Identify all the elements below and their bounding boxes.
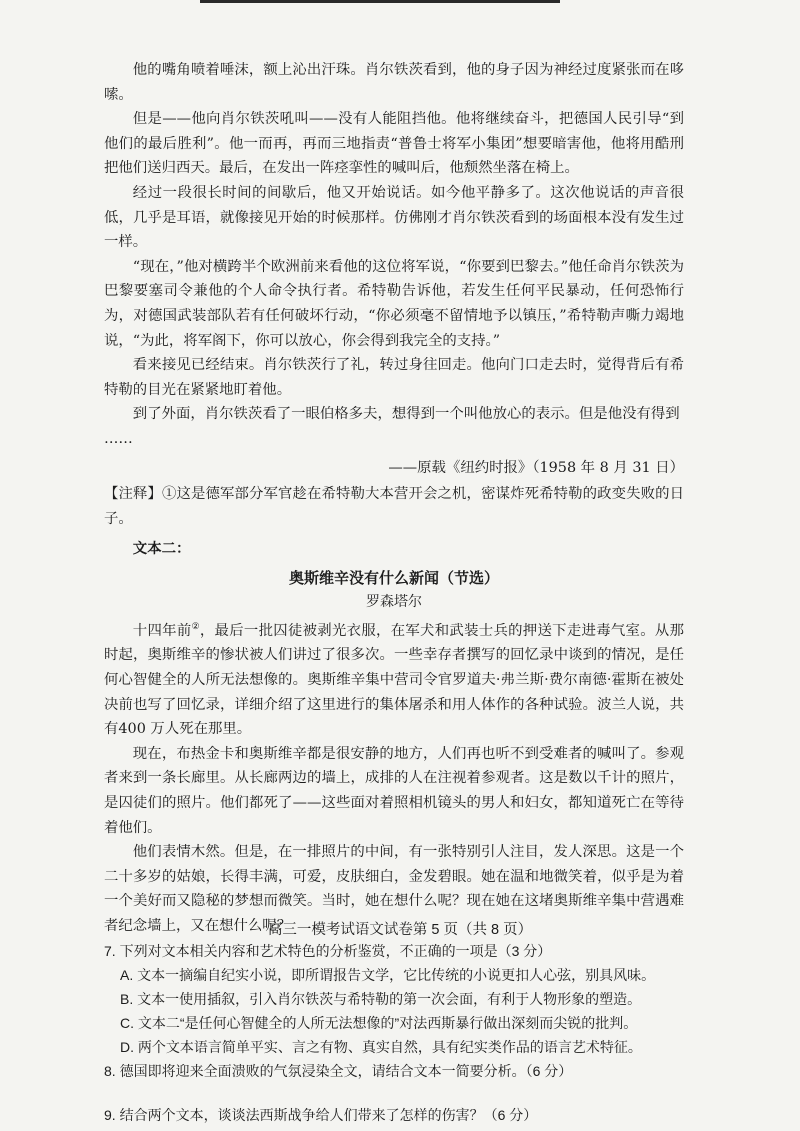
question-9: 9. 结合两个文本，谈谈法西斯战争给人们带来了怎样的伤害？（6 分） (104, 1106, 538, 1123)
text1-paragraph-2: 但是——他向肖尔铁茨吼叫——没有人能阻挡他。他将继续奋斗，把德国人民引导“到他们的最后胜利”。他一而再，再而三地指责“普鲁士将军小集团”想要暗害他，他将用酷刑把他们送归西天。最后，在发出一阵痉挛性的喊叫后，他颓然坐落在椅上。 (104, 111, 684, 177)
answer-space (104, 1083, 684, 1103)
text1-paragraph-6: 到了外面，肖尔铁茨看了一眼伯格多夫，想得到一个叫他放心的表示。但是他没有得到 (132, 406, 680, 423)
text2-paragraph-3: 他们表情木然。但是，在一排照片的中间，有一张特别引人注目，发人深思。这是一个二十多岁的姑娘，长得丰满，可爱，皮肤细白，金发碧眼。她在温和地微笑着，似乎是为着一个美好而又隐秘的梦想而微笑。当时，她在想什么呢？现在她在这堵奥斯维辛集中营遇难者纪念墙上，又在想什么呢？ (104, 844, 684, 934)
text1-ellipsis: …… (104, 430, 133, 447)
text1-source: ——原载《纽约时报》（1958 年 8 月 31 日） (388, 459, 684, 476)
text2-author: 罗森塔尔 (366, 594, 422, 611)
text2-label: 文本二： (132, 540, 191, 558)
footnote-marker: ② (191, 622, 200, 633)
question-7-option-d: D. 两个文本语言简单平实、言之有物、真实自然，具有纪实类作品的语言艺术特征。 (120, 1038, 642, 1055)
text1-note: 【注释】①这是德军部分军官趁在希特勒大本营开会之机，密谋炸死希特勒的政变失败的日子。 (104, 486, 684, 527)
text1-paragraph-5: 看来接见已经结束。肖尔铁茨行了礼，转过身往回走。他向门口走去时，觉得背后有希特勒的目光在紧紧地盯着他。 (104, 357, 684, 398)
text1-paragraph-1: 他的嘴角喷着唾沫，额上沁出汗珠。肖尔铁茨看到，他的身子因为神经过度紧张而在哆嗦。 (104, 62, 684, 103)
top-border-line (200, 0, 560, 3)
text1-paragraph-4: “现在，”他对横跨半个欧洲前来看他的这位将军说，“你要到巴黎去。”他任命肖尔铁茨为巴黎要塞司令兼他的个人命令执行者。希特勒告诉他，若发生任何平民暴动，任何恐怖行为，对德国武装部队若有任何破坏行动，“你必须毫不留情地予以镇压，”希特勒声嘶力竭地说，“为此，将军阁下，你可以放心，你会得到我完全的支持。” (104, 258, 684, 349)
page-content (104, 58, 684, 1127)
text2-paragraph-1-head: 十四年前 (132, 622, 192, 639)
question-7-option-b: B. 文本一使用插叙，引入肖尔铁茨与希特勒的第一次会面，有利于人物形象的塑造。 (120, 990, 642, 1007)
text2-title: 奥斯维辛没有什么新闻（节选） (288, 568, 499, 587)
text2-paragraph-1 (104, 615, 684, 742)
question-7: 7. 下列对文本相关内容和艺术特色的分析鉴赏，不正确的一项是（3 分） (104, 942, 552, 959)
question-7-option-c: C. 文本二“是任何心智健全的人所无法想像的”对法西斯暴行做出深刻而尖锐的批判。 (120, 1014, 638, 1031)
text2-paragraph-2: 现在，布热金卡和奥斯维辛都是很安静的地方，人们再也听不到受难者的喊叫了。参观者来到一条长廊里。从长廊两边的墙上，成排的人在注视着参观者。这是数以千计的照片，是囚徒们的照片。他们都死了——这些面对着照相机镜头的男人和妇女，都知道死亡在等待着他们。 (104, 745, 684, 836)
question-8: 8. 德国即将迎来全面溃败的气氛浸染全文，请结合文本一简要分析。（6 分） (104, 1062, 573, 1079)
text1-paragraph-3: 经过一段很长时间的间歇后，他又开始说话。如今他平静多了。这次他说话的声音很低，几乎是耳语，就像接见开始的时候那样。仿佛刚才肖尔铁茨看到的场面根本没有发生过一样。 (104, 184, 684, 251)
page-footer: 高三一模考试语文试卷第 5 页（共 8 页） (267, 922, 533, 938)
question-7-option-a: A. 文本一摘编自纪实小说，即所谓报告文学，它比传统的小说更扣人心弦，别具风味。 (120, 966, 656, 983)
text2-paragraph-1-tail: ，最后一批囚徒被剥光衣服，在军犬和武装士兵的押送下走进毒气室。从那时起，奥斯维辛的惨状被人们讲过了很多次。一些幸存者撰写的回忆录中谈到的情况，是任何心智健全的人所无法想像的。奥斯维辛集中营司令官罗道夫·弗兰斯·费尔南德·霍斯在被处决前也写了回忆录，详细介绍了这里进行的集体屠杀和用人体作的各种试验。波兰人说，共有400 万人死在那里。 (104, 622, 684, 738)
